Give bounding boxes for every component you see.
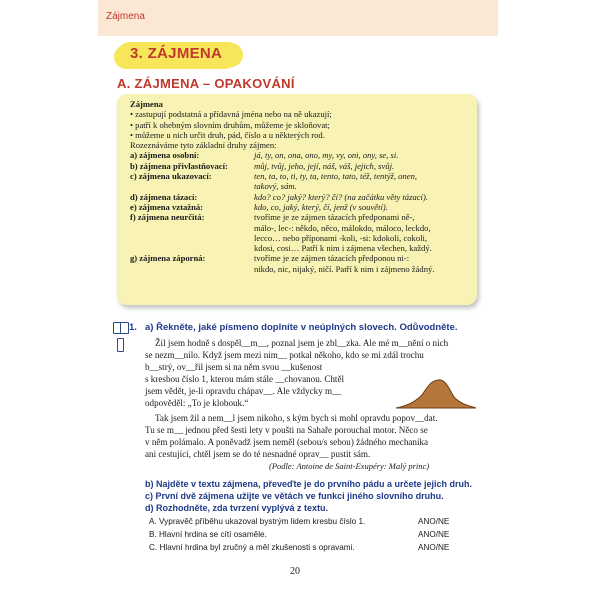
type-examples: můj, tvůj, jeho, její, náš, váš, jejich, svůj. [254,160,395,171]
type-examples: kdo, co, jaký, který, čí, jenž (v souvětí). [254,201,388,212]
type-line: kdosi, cosi… Patří k nim i zájmena všechen, každý. [254,243,432,254]
section-title: A. ZÁJMENA – OPAKOVÁNÍ [117,76,295,91]
text-line: v něm polámalo. A poněvadž jsem neměl (sebou/s sebou) žádného mechanika [145,437,429,447]
running-header: Zájmena [106,11,145,22]
statement-text: C. Hlavní hrdina byl zručný a měl zkušenosti s opravami. [149,543,355,552]
type-label: f) zájmena neurčitá: [130,212,205,223]
type-line: takový, sám. [254,181,297,192]
type-examples [254,253,472,274]
type-examples [254,212,472,253]
type-label: d) zájmena tázací: [130,191,198,202]
statement-answer: ANO/NE [418,530,450,539]
statement-answer: ANO/NE [418,543,450,552]
text-line: Žil jsem hodně s dospěl__m__, poznal jsem je zbl__zka. Ale mé m__nění o nich [155,338,449,348]
type-label: g) zájmena záporná: [130,253,206,264]
type-label: c) zájmena ukazovací: [130,171,212,182]
text-line: odpověděl: „To je klobouk.“ [145,398,249,408]
type-line: lecco… nebo příponami -koli, -si: kdokoli, cokoli, [254,232,428,243]
box-bullet: • můžeme u nich určit druh, pád, číslo a u některých rod. [130,129,325,140]
text-line: b__strý, ov__řil jsem si na něm svou __kušenost [145,362,323,372]
box-heading: Zájmena [130,99,163,109]
pronoun-type-row [130,161,472,171]
type-examples [254,171,472,192]
source-citation: (Podle: Antoine de Saint-Exupéry: Malý princ) [269,461,430,471]
text-line: ani cestující, chtěl jsem se do té nesnadné oprav__ pustit sám. [145,449,371,459]
type-label: a) zájmena osobní: [130,150,200,161]
pencil-icon [117,338,124,352]
type-line: tvoříme je ze zájmen tázacích předponou ni-: [254,253,410,264]
type-label: b) zájmena přivlastňovací: [130,160,228,171]
task-c: c) První dvě zájmena užijte ve větách ve funkci jiného slovního druhu. [145,491,444,501]
header-bar [98,0,498,36]
page-number: 20 [290,566,300,577]
type-line: málo-, lec-: někdo, něco, málokdo, máloco, leckdo, [254,222,431,233]
statement-text: A. Vypravěč příběhu ukazoval bystrým lidem kresbu číslo 1. [149,517,366,526]
task-b: b) Najděte v textu zájmena, převeďte je do prvního pádu a určete jejich druh. [145,479,473,489]
chapter-title: 3. ZÁJMENA [130,45,223,62]
pronoun-type-row [130,171,472,192]
type-label: e) zájmena vztažná: [130,201,204,212]
text-line: s kresbou číslo 1, kterou mám stále __chovanou. Chtěl [145,374,345,384]
pronoun-type-row [130,150,472,160]
box-bullet: • patří k ohebným slovním druhům, můžeme je skloňovat; [130,119,330,130]
definition-box-content [130,99,472,274]
exercise-number: 1. [129,322,137,333]
exercise-icons [113,322,129,334]
book-icon [113,322,129,334]
text-line: se nezm__nilo. Když jsem mezi nim__ potkal někoho, kdo se mi zdál trochu [145,350,424,360]
hat-drawing [394,375,478,411]
task-a: a) Řekněte, jaké písmeno doplníte v neúplných slovech. Odůvodněte. [145,322,458,333]
statement-answer: ANO/NE [418,517,450,526]
type-line: ten, ta, to, ti, ty, ta, tento, tato, též, tentýž, onen, [254,171,418,182]
text-line: Tak jsem žil a nem__l jsem nikoho, s kým bych si mohl opravdu popov__dat. [155,413,438,423]
text-line: jsem vědět, je-li opravdu chápav__. Ale vždycky m__ [145,386,342,396]
box-bullet: • zastupují podstatná a přídavná jména nebo na ně ukazují; [130,109,332,120]
type-examples: já, ty, on, ona, ono, my, vy, oni, ony, se, si. [254,150,399,161]
pronoun-type-row [130,212,472,253]
pronoun-type-row [130,202,472,212]
pronoun-type-row [130,253,472,274]
type-line: tvoříme je ze zájmen tázacích předponami ně-, [254,212,415,223]
type-line: nikdo, nic, nijaký, ničí. Patří k nim i zájmeno žádný. [254,263,435,274]
statement-text: B. Hlavní hrdina se cítí osaměle. [149,530,267,539]
text-line: Tu se m__ jednou před šesti lety v poušti na Sahaře porouchal motor. Něco se [145,425,428,435]
task-d: d) Rozhodněte, zda tvrzení vyplývá z textu. [145,503,329,513]
box-intro: Rozeznáváme tyto základní druhy zájmen: [130,140,277,151]
pronoun-type-row [130,192,472,202]
type-examples: kdo? co? jaký? který? čí? (na začátku věty tázací). [254,191,428,202]
